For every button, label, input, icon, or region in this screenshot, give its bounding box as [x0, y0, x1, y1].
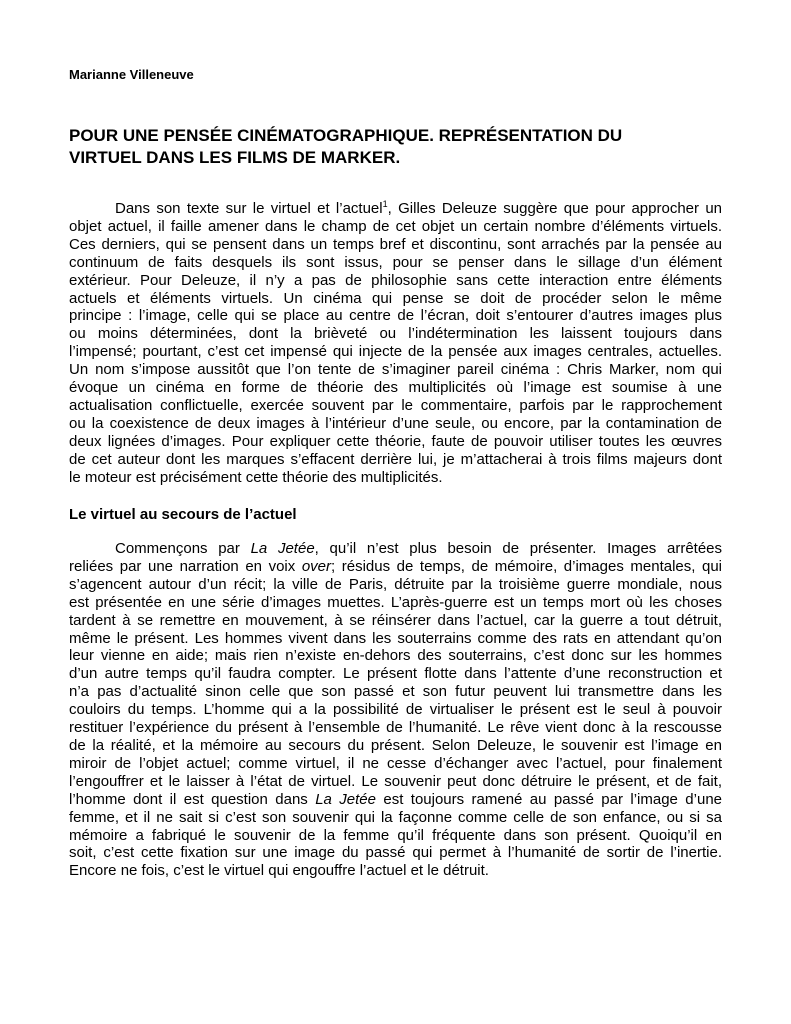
paragraph-line — [69, 200, 722, 218]
intro-paragraph — [69, 200, 722, 487]
paragraph-line: principe : l’image, celle qui se place au centre de l’écran, doit s’entourer d’autres images plus — [69, 307, 722, 325]
line-text: l’homme dont il est question dans — [69, 790, 316, 808]
paragraph-line: actuels et éléments virtuels. Un cinéma qui pense se doit de procéder selon le même — [69, 289, 722, 307]
author-name: Marianne Villeneuve — [69, 67, 194, 82]
paragraph-line: deux lignées d’images. Pour expliquer cette théorie, faute de pouvoir utiliser toutes les œuvres — [69, 432, 722, 450]
title-line: VIRTUEL DANS LES FILMS DE MARKER. — [69, 148, 401, 167]
line-text: reliées par une narration en voix — [69, 557, 302, 575]
footnote-reference[interactable]: 1 — [382, 199, 388, 209]
paragraph-line: est présentée en une série d’images muettes. L’après-guerre est un temps mort où les choses — [69, 593, 722, 611]
paragraph-line: le moteur est précisément cette théorie des multiplicités. — [69, 468, 443, 486]
line-text: est toujours ramené au passé par l’image d’une — [375, 790, 723, 808]
paragraph-line: l’impensé; pourtant, c’est cet impensé qui injecte de la pensée aux images centrales, actuelles. — [69, 343, 722, 361]
paragraph-line — [69, 791, 722, 809]
section-paragraph — [69, 540, 722, 880]
paragraph-line: ou moins déterminées, dont la brièveté ou l’indétermination les laissent toujours dans — [69, 325, 722, 343]
paragraph-line: Un nom s’impose aussitôt que l’on tente de s’imaginer pareil cinéma : Chris Marker, nom qui — [69, 361, 722, 379]
film-title: La Jetée — [315, 790, 376, 808]
emphasized-word: over — [301, 557, 332, 575]
paragraph-line: extérieur. Pour Deleuze, il n’y a pas de philosophie sans cette interaction entre éléments — [69, 271, 722, 289]
paragraph-line: soit, c’est cette fixation sur une image du passé qui permet à l’humanité de sortir de l’inertie. — [69, 844, 722, 862]
film-title: La Jetée — [250, 540, 315, 557]
line-text: Commençons par — [115, 540, 251, 557]
paragraph-line: d’un autre temps qu’il faudra compter. Le présent flotte dans l’attente d’une reconstruction et — [69, 665, 722, 683]
paragraph-line: femme, et il ne sait si c’est son souvenir qui la façonne comme celle de son enfance, ou si sa — [69, 808, 722, 826]
paragraph-line: objet actuel, il faille amener dans le champ de cet objet un certain nombre d’éléments virtuels. — [69, 217, 722, 235]
paragraph-line: Ces derniers, qui se pensent dans un temps bref et discontinu, sont arrachés par la pensée au — [69, 235, 722, 253]
line-text: , qu’il n’est plus besoin de présenter. Images arrêtées — [314, 540, 723, 557]
paragraph-line: s’agencent autour d’un récit; la ville de Paris, détruite par la troisième guerre mondiale, nous — [69, 575, 722, 593]
title-line: POUR UNE PENSÉE CINÉMATOGRAPHIQUE. REPRÉSENTATION DU — [69, 126, 623, 145]
paragraph-line: leur vienne en aide; mais rien n’existe en-dehors des souterrains, c’est donc sur les hommes — [69, 647, 722, 665]
paragraph-line: miroir de l’objet actuel; comme virtuel, il ne cesse d’échanger avec l’actuel, pour finalement — [69, 754, 722, 772]
paragraph-line: de la réalité, et la mémoire au secours du présent. Selon Deleuze, le souvenir est l’image en — [69, 736, 722, 754]
paragraph-line: évoque un cinéma en forme de théorie des multiplicités où l’image est soumise à une — [69, 379, 722, 397]
paragraph-line: de cet auteur dont les marques s’effacent derrière lui, je m’attacherai à trois films majeurs dont — [69, 450, 722, 468]
paragraph-line: Encore ne fois, c’est le virtuel qui engouffre l’actuel et le détruit. — [69, 862, 489, 880]
line-text: ; résidus de temps, de mémoire, d’images mentales, qui — [331, 557, 722, 575]
paragraph-line: continuum de faits desquels ils sont issus, pour se penser dans le sillage d’un élément — [69, 253, 722, 271]
paragraph-line — [69, 540, 722, 558]
paragraph-line: actualisation conflictuelle, exercée souvent par le commentaire, parfois par le rapprochement — [69, 396, 722, 414]
paragraph-line: tardent à se remettre en mouvement, à se réinsérer dans l’actuel, car la guerre a tout détruit, — [69, 611, 722, 629]
paragraph-line: ou la coexistence de deux images à l’intérieur d’une seule, ou encore, par la contamination de — [69, 414, 722, 432]
paragraph-line: restituer l’expérience du présent à l’ensemble de l’humanité. Le rêve vient donc à la rescousse — [69, 719, 722, 737]
line-text: Dans son texte sur le virtuel et l’actuel — [115, 200, 383, 217]
section-heading: Le virtuel au secours de l’actuel — [69, 506, 297, 523]
paragraph-line — [69, 558, 722, 576]
page-title — [69, 125, 729, 169]
line-text: , Gilles Deleuze suggère que pour approcher un — [387, 200, 722, 217]
paragraph-line: couloirs du temps. L’homme qui a la possibilité de virtualiser le présent est le seul à pouvoir — [69, 701, 722, 719]
paragraph-line: mémoire a fabriqué le souvenir de la femme qu’il fréquente dans son présent. Quoiqu’il en — [69, 826, 722, 844]
paragraph-line: même le présent. Les hommes vivent dans les souterrains comme des rats en attendant qu’on — [69, 629, 722, 647]
paragraph-line: n’a pas d’actualité sinon celle que son passé et son futur peuvent lui transmettre dans les — [69, 683, 722, 701]
paragraph-line: l’engouffrer et le laisser à l’état de virtuel. Le souvenir peut donc détruire le présent, et de fait, — [69, 772, 722, 790]
